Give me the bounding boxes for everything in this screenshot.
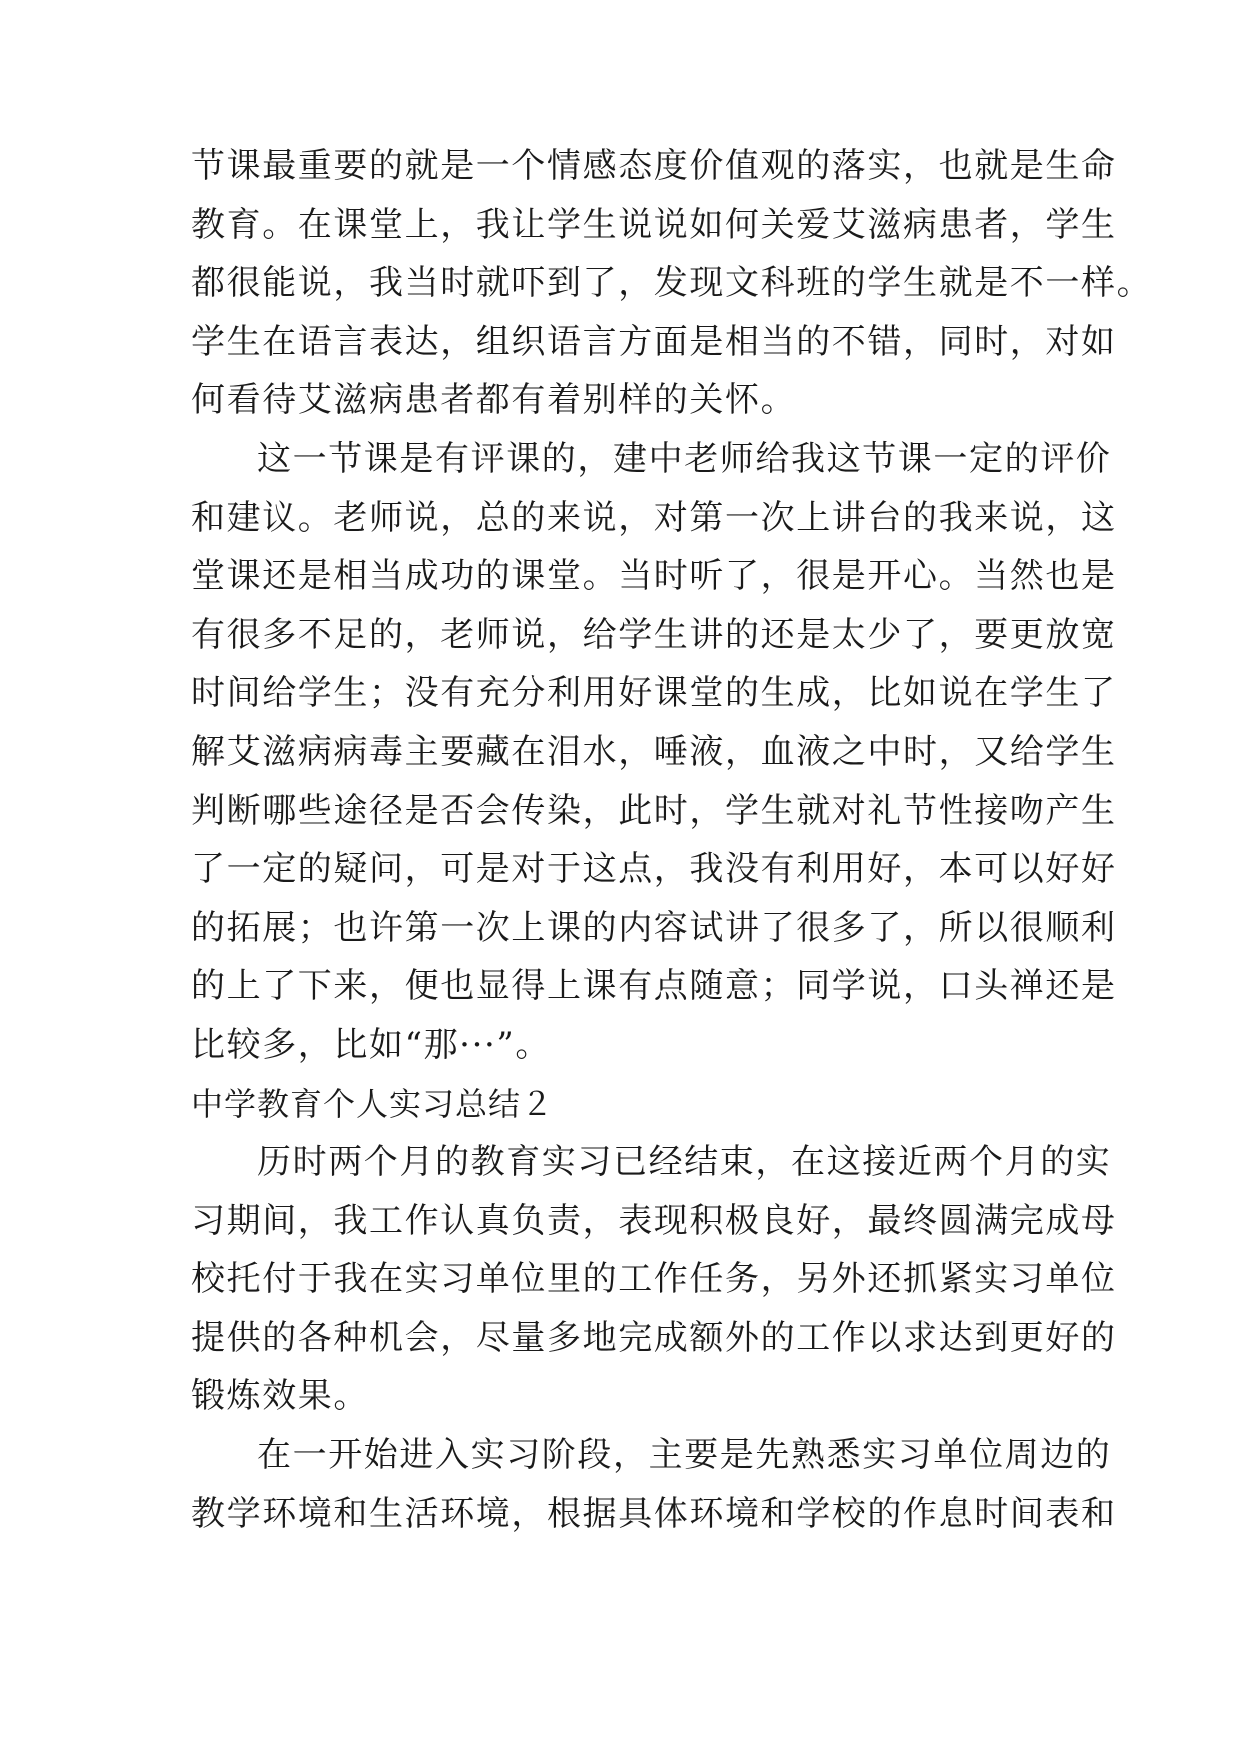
text-line: 了一定的疑问，可是对于这点，我没有利用好，本可以好好 bbox=[191, 849, 1117, 890]
text-line: 何看待艾滋病患者都有着别样的关怀。 bbox=[191, 380, 797, 421]
text-line: 提供的各种机会，尽量多地完成额外的工作以求达到更好的 bbox=[191, 1317, 1117, 1358]
text-line: 的拓展；也许第一次上课的内容试讲了很多了，所以很顺利 bbox=[191, 907, 1117, 948]
text-line: 时间给学生；没有充分利用好课堂的生成，比如说在学生了 bbox=[191, 673, 1117, 714]
paragraph-3 bbox=[191, 1133, 1117, 1426]
text-line: 在一开始进入实习阶段，主要是先熟悉实习单位周边的 bbox=[257, 1435, 1112, 1476]
section-heading: 中学教育个人实习总结２ bbox=[191, 1084, 555, 1123]
text-line: 都很能说，我当时就吓到了，发现文科班的学生就是不一样。 bbox=[191, 263, 1153, 304]
document-page bbox=[191, 137, 1153, 1543]
text-line: 节课最重要的就是一个情感态度价值观的落实，也就是生命 bbox=[191, 146, 1117, 186]
text-line: 的上了下来，便也显得上课有点随意；同学说，口头禅还是 bbox=[191, 966, 1117, 1007]
text-line: 历时两个月的教育实习已经结束，在这接近两个月的实 bbox=[257, 1142, 1112, 1183]
text-line: 和建议。老师说，总的来说，对第一次上讲台的我来说，这 bbox=[191, 497, 1117, 538]
paragraph-1 bbox=[191, 137, 1153, 430]
text-line: 教育。在课堂上，我让学生说说如何关爱艾滋病患者，学生 bbox=[191, 204, 1117, 245]
text-line: 解艾滋病病毒主要藏在泪水，唾液，血液之中时，又给学生 bbox=[191, 731, 1117, 772]
text-line: 判断哪些途径是否会传染，此时，学生就对礼节性接吻产生 bbox=[191, 790, 1117, 831]
text-line: 这一节课是有评课的，建中老师给我这节课一定的评价 bbox=[257, 438, 1112, 479]
text-line: 有很多不足的，老师说，给学生讲的还是太少了，要更放宽 bbox=[191, 614, 1117, 655]
paragraph-4 bbox=[191, 1426, 1117, 1543]
text-line: 堂课还是相当成功的课堂。当时听了，很是开心。当然也是 bbox=[191, 556, 1117, 597]
text-line: 学生在语言表达，组织语言方面是相当的不错，同时，对如 bbox=[191, 321, 1117, 362]
paragraph-2 bbox=[191, 430, 1117, 1075]
text-line: 比较多，比如“那···”。 bbox=[191, 1024, 551, 1065]
text-line: 教学环境和生活环境，根据具体环境和学校的作息时间表和 bbox=[191, 1493, 1117, 1534]
text-line: 习期间，我工作认真负责，表现积极良好，最终圆满完成母 bbox=[191, 1200, 1117, 1241]
text-line: 校托付于我在实习单位里的工作任务，另外还抓紧实习单位 bbox=[191, 1259, 1117, 1300]
text-line: 锻炼效果。 bbox=[191, 1376, 369, 1417]
